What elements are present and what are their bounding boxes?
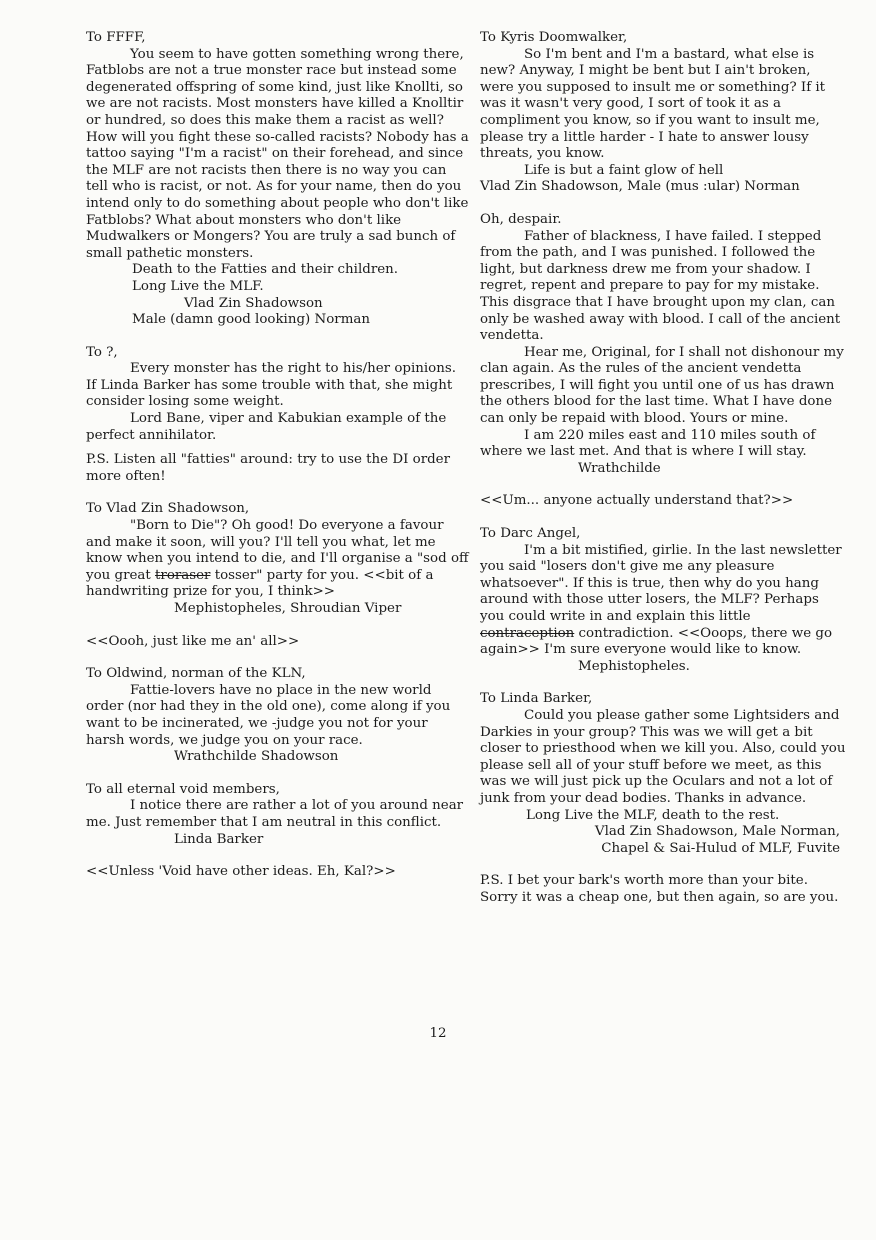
signature-name: Wrathchilde Shadowson: [174, 749, 339, 765]
signature-line: Death to the Fatties and their children.: [132, 262, 399, 278]
letter-body: Could you please gather some Lightsiders and Darkies in your group? This was we will get a bit closer to priesthood when we kill you. Also, could you please sell all of your stuff before we meet, as this was we will just pick up the Oculars and not a lot of junk from your dead bodies. Thanks in advance.: [480, 707, 846, 806]
struck-word: contraception: [480, 625, 575, 641]
signature-name: Mephistopheles, Shroudian Viper: [174, 601, 402, 616]
signature-line: Vlad Zin Shadowson, Male (mus :ular) Norman: [480, 179, 800, 195]
letter-salutation: Oh, despair.: [480, 211, 562, 227]
signature-line: Long Live the MLF.: [132, 278, 264, 294]
letter-body-part: tosser" party for you. <<bit of a handwriting prize for you, I think>>: [86, 567, 434, 600]
letter-salutation: To FFFF,: [86, 30, 146, 45]
editor-comment: [480, 493, 846, 510]
letter-body-part: "Born to Die"? Oh good! Do everyone a favour and make it soon, will you? I'll tell you what, let me know when you intend to die, and I'll organise a "sod off you great: [86, 518, 469, 583]
signature-name: Mephistopheles.: [578, 658, 690, 674]
signature-line: Long Live the MLF, death to the rest.: [526, 807, 780, 823]
letter-body: [480, 543, 846, 659]
postscript-bark: [480, 873, 846, 906]
left-column: [86, 30, 470, 897]
editor-comment: [86, 634, 470, 651]
letter-despair: [480, 212, 846, 478]
letter-salutation: To Vlad Zin Shadowson,: [86, 501, 250, 517]
letter-to-void: [86, 782, 470, 848]
letter-to-darc-angel: [480, 526, 846, 675]
letter-to-vlad: [86, 501, 470, 617]
letter-to-kyris: [480, 30, 846, 196]
letter-body: Every monster has the right to his/her opinions. If Linda Barker has some trouble with that, she might consider losing some weight.: [86, 361, 456, 410]
letter-body-part: I'm a bit mistified, girlie. In the last newsletter you said "losers don't give me any pleasure whatsoever". If this is true, then why do you hang around with those utter losers, the MLF? Perhaps you could write in and explain this little: [480, 542, 842, 624]
postscript: P.S. Listen all "fatties" around: try to use the DI order more often!: [86, 452, 450, 484]
letter-salutation: To Kyris Doomwalker,: [480, 30, 628, 45]
letter-body: I notice there are rather a lot of you around near me. Just remember that I am neutral in this conflict.: [86, 798, 464, 830]
signature-line: Lord Bane, viper and Kabukian example of the perfect annihilator.: [86, 411, 447, 443]
letter-body: [86, 518, 470, 601]
letter-body: I am 220 miles east and 110 miles south of where we last met. And that is where I will stay.: [480, 427, 816, 460]
signature-name: Wrathchilde: [578, 460, 661, 476]
postscript-fatties: [86, 452, 470, 485]
page-number: 12: [429, 1026, 447, 1041]
letter-body: Fattie-lovers have no place in the new world order (nor had they in the old one), come along if you want to be incinerated, we -judge you not for your harsh words, we judge you on your race.: [86, 682, 451, 748]
letter-to-linda: [480, 691, 846, 857]
letter-salutation: To ?,: [86, 344, 118, 360]
letter-body: You seem to have gotten something wrong there, Fatblobs are not a true monster race but instead some degenerated offspring of some kind, just like Knollti, so we are not racists. Most monsters have killed a Knolltir or hundred, so does this make them a racist as well? How will you fight these so-called racists? Nobody has a tattoo saying "I'm a racist" on their forehead, and since the MLF are not racists then there is no way you can tell who is racist, or not. As for your name, then do you intend only to do something about people who don't like Fatblobs? What about monsters who don't like Mudwalkers or Mongers? You are truly a sad bunch of small pathetic monsters.: [86, 46, 469, 261]
letter-to-ffff: [86, 30, 470, 329]
letter-to-question: [86, 345, 470, 445]
signature-name: Linda Barker: [174, 831, 264, 847]
signature-name: Vlad Zin Shadowson: [184, 295, 323, 311]
letter-to-oldwind: [86, 666, 470, 766]
postscript: P.S. I bet your bark's worth more than your bite. Sorry it was a cheap one, but then again, so are you.: [480, 873, 839, 905]
right-column: [480, 30, 846, 923]
letter-salutation: To Oldwind, norman of the KLN,: [86, 666, 306, 682]
signature-line: Chapel & Sai-Hulud of MLF, Fuvite: [601, 840, 840, 856]
letter-body: So I'm bent and I'm a bastard, what else is new? Anyway, I might be bent but I ain't broken, were you supposed to insult me or something? If it was it wasn't very good, I sort of took it as a compliment you know, so if you want to insult me, please try a little harder - I hate to answer lousy threats, you know.: [480, 46, 826, 162]
signature-line: Vlad Zin Shadowson, Male Norman,: [594, 824, 840, 840]
letter-salutation: To all eternal void members,: [86, 781, 280, 797]
letter-body-part: contradiction. <<Ooops, there we go again>> I'm sure everyone would like to know.: [480, 625, 833, 658]
editor-note: <<Oooh, just like me an' all>>: [86, 633, 300, 649]
editor-comment: [86, 864, 470, 881]
signature-line: Male (damn good looking) Norman: [132, 312, 371, 328]
editor-note: <<Unless 'Void have other ideas. Eh, Kal?>>: [86, 864, 396, 880]
letter-salutation: To Darc Angel,: [480, 526, 581, 542]
letter-salutation: To Linda Barker,: [480, 691, 593, 707]
letter-body: Hear me, Original, for I shall not dishonour my clan again. As the rules of the ancient vendetta prescribes, I will fight you until one of us has drawn the others blood for the last time. What I have done can only be repaid with blood. Yours or mine.: [480, 344, 844, 427]
editor-note: <<Um... anyone actually understand that?>>: [480, 493, 794, 509]
letter-body: Father of blackness, I have failed. I stepped from the path, and I was punished. I followed the light, but darkness drew me from your shadow. I regret, repent and prepare to pay for my mistake. This disgrace that I have brought upon my clan, can only be washed away with blood. I call of the ancient vendetta.: [480, 228, 841, 344]
letter-body: Life is but a faint glow of hell: [524, 162, 724, 178]
struck-word: troraser: [155, 567, 211, 583]
